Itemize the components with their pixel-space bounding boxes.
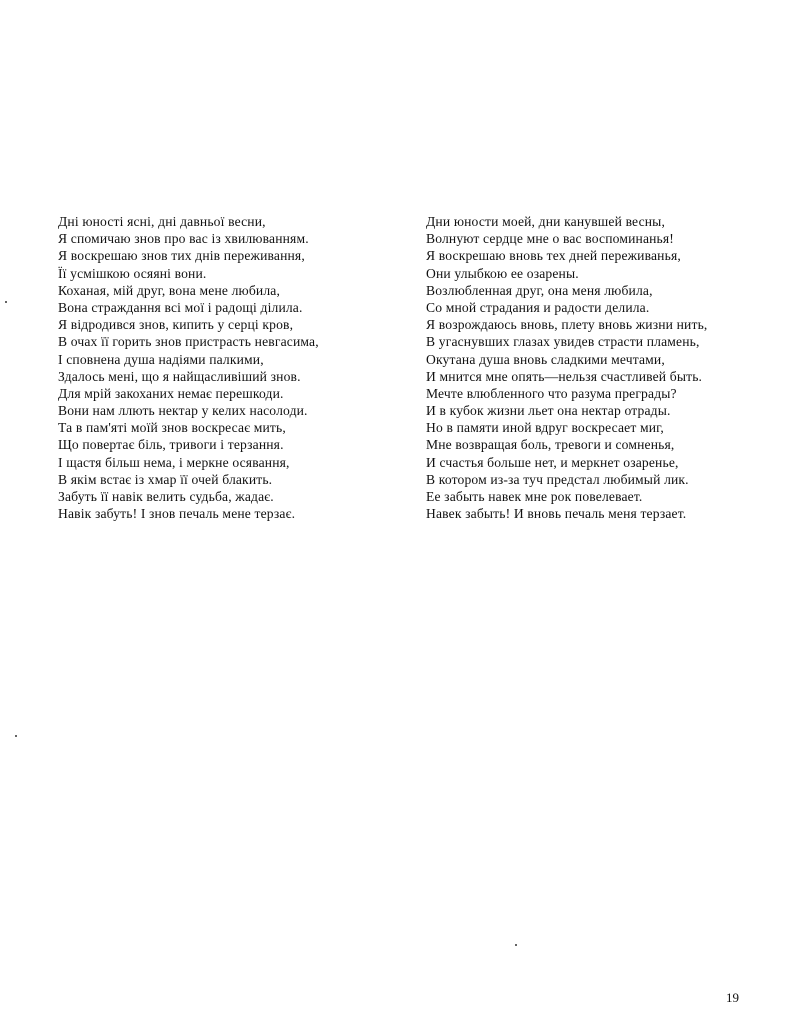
poem-line: Що повертає біль, тривоги і терзання.	[58, 437, 284, 453]
poem-line: И мнится мне опять—нельзя счастливей быть.	[426, 368, 703, 384]
poem-line: В якім встає із хмар її очей блакить.	[58, 471, 273, 487]
poem-line: Возлюбленная друг, она меня любила,	[426, 282, 653, 298]
poem-line: Вони нам ллють нектар у келих насолоди.	[58, 403, 308, 419]
poem-line: Та в пам'яті моїй знов воскресає мить,	[58, 420, 286, 436]
poem-line: Со мной страдания и радости делила.	[426, 299, 650, 315]
poem-line: Я воскрешаю вновь тех дней переживанья,	[426, 248, 681, 264]
page-number: 19	[726, 990, 739, 1005]
poem-line: Но в памяти иной вдруг воскресает миг,	[426, 420, 664, 436]
poem-line: Дни юности моей, дни канувшей весны,	[426, 214, 666, 229]
poem-line: Забуть її навік велить судьба, жадає.	[58, 489, 274, 504]
print-speck	[15, 735, 17, 737]
poem-line: Дні юності ясні, дні давньої весни,	[58, 214, 266, 229]
poem-line: Окутана душа вновь сладкими мечтами,	[426, 351, 665, 367]
poem-line: І сповнена душа надіями палкими,	[58, 351, 264, 367]
print-speck	[515, 944, 517, 946]
poem-line: Навек забыть! И вновь печаль меня терзает.	[426, 506, 687, 522]
poem-line: Її усмішкою осяяні вони.	[58, 265, 207, 281]
poem-ukrainian-column	[58, 213, 398, 522]
poem-line: Я воскрешаю знов тих днів переживання,	[58, 248, 305, 264]
poem-line: Мечте влюбленного что разума преграды?	[426, 385, 677, 401]
poem-line: В котором из-за туч предстал любимый лик.	[426, 471, 689, 487]
poem-line: И счастья больше нет, и меркнет озаренье,	[426, 454, 679, 470]
poem-line: Вона страждання всі мої і радощі ділила.	[58, 299, 303, 315]
poem-line: Я спомичаю знов про вас із хвилюванням.	[58, 231, 309, 247]
poem-line: Здалось мені, що я найщасливіший знов.	[58, 368, 301, 384]
poem-line: І щастя більш нема, і меркне осявання,	[58, 454, 290, 470]
poem-line: В угаснувших глазах увидев страсти пламень,	[426, 334, 700, 350]
poem-line: Ее забыть навек мне рок повелевает.	[426, 489, 643, 504]
poem-line: В очах її горить знов пристрасть невгасима,	[58, 334, 319, 350]
poem-line: Мне возвращая боль, тревоги и сомненья,	[426, 437, 675, 453]
poem-line: Волнуют сердце мне о вас воспоминанья!	[426, 231, 674, 247]
poem-line: Я відродився знов, кипить у серці кров,	[58, 317, 294, 333]
poem-line: Я возрождаюсь вновь, плету вновь жизни нить,	[426, 317, 708, 333]
poem-line: И в кубок жизни льет она нектар отрады.	[426, 403, 671, 419]
poem-line: Для мрій закоханих немає перешкоди.	[58, 385, 284, 401]
print-speck	[5, 301, 7, 303]
poem-russian-column	[426, 213, 786, 522]
poem-line: Они улыбкою ее озарены.	[426, 265, 579, 281]
poem-line: Навік забуть! І знов печаль мене терзає.	[58, 506, 296, 522]
poem-line: Коханая, мій друг, вона мене любила,	[58, 282, 280, 298]
